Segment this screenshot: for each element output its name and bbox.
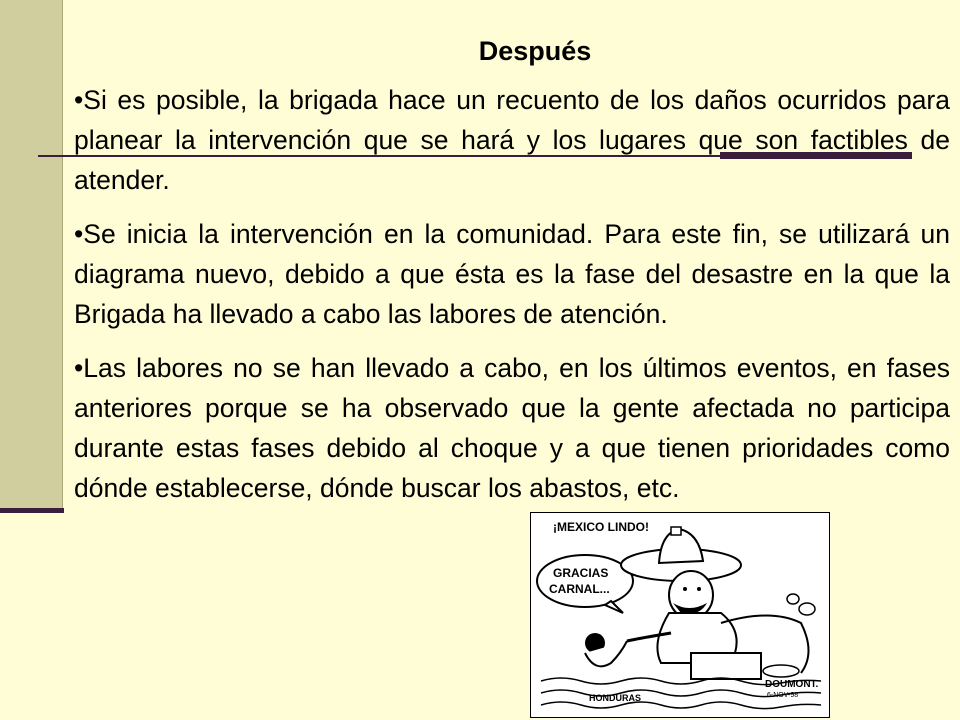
speech-text-2: CARNAL... xyxy=(549,582,610,596)
slide-title: Después xyxy=(478,36,592,66)
label-honduras: HONDURAS xyxy=(589,693,642,703)
speech-bubble-tail xyxy=(605,601,623,613)
cartoon-drawing xyxy=(531,513,829,717)
cartoon-date: 6-NOV-98 xyxy=(767,692,799,699)
political-cartoon xyxy=(530,512,830,718)
bullet-1: •Si es posible, la brigada hace un recuento de los daños ocurridos para planear la intervención que se hará y los lugares que son factibles de atender. xyxy=(74,85,950,195)
bullet-3: •Las labores no se han llevado a cabo, en los últimos eventos, en fases anteriores porque se ha observado que la gente afectada no participa durante estas fases debido al choque y a que tienen prioridades como dónde establecerse, dónde buscar los abastos, etc. xyxy=(74,353,950,503)
bullet-2: •Se inicia la intervención en la comunidad. Para este fin, se utilizará un diagrama nuevo, debido a que ésta es la fase del desastre en la que la Brigada ha llevado a cabo las labores de atención. xyxy=(74,219,950,329)
slide-body xyxy=(74,80,950,522)
cartoon-header: ¡MEXICO LINDO! xyxy=(553,520,649,534)
cartoon-signature: DOUMONT. xyxy=(765,679,819,690)
side-bar xyxy=(0,0,63,510)
crate xyxy=(691,653,761,679)
speech-bubble xyxy=(537,555,633,607)
side-bar-base xyxy=(0,508,64,513)
speech-text: GRACIAS xyxy=(553,566,609,580)
